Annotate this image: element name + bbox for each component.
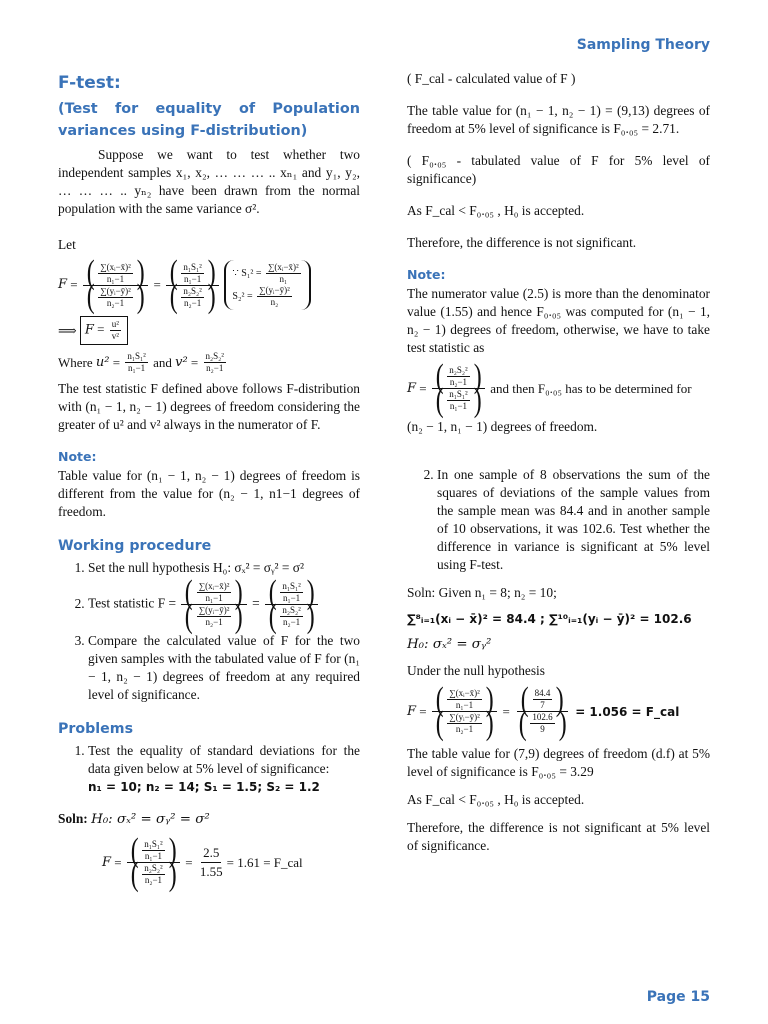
solution-2-calculation: F = ( $\frac{\text{∑(xᵢ−x̄)²}}{\text{n₁−1}}$ ) ( $\frac{\text{∑(yᵢ−ȳ)²}}{\text{n₂−1}}$ ) = ( $\frac{84.4}{7}$ ) ( $\frac{102.6}{9}$ ) = 1.056 = F_cal: [407, 688, 710, 735]
note-right-paragraph: The numerator value (2.5) is more than the denominator value (1.55) and hence F₀.₀₅ was computed for (n₁ − 1, n₂ − 1) degrees of freedom, otherwise, we have to take test statistic as: [407, 286, 710, 355]
solution-2-hypothesis: H₀: σₓ² = σᵧ²: [407, 637, 492, 652]
calc-denominator: 1.55: [199, 864, 223, 879]
calc-numerator: 2.5: [201, 844, 221, 863]
section-title: F-test:: [58, 73, 121, 93]
under-null-text: Under the null hypothesis: [407, 663, 545, 678]
let-label: Let: [58, 237, 76, 252]
running-header: Sampling Theory: [576, 37, 710, 53]
solution-1-calculation: F = ( $\frac{\text{n₁S₁²}}{\text{n₁−1}}$ ) ( $\frac{\text{n₂S₂²}}{\text{n₂−1}}$ ) = $\frac{2.5}{1.55}$ = 1.61 = F_cal: [102, 839, 360, 886]
procedure-step-3: 3. Compare the calculated value of F for the two given samples with the tabulated value of F for (n₁ − 1, n₂ − 1) degrees of freedom at any required level of significance.: [88, 632, 360, 704]
right-column: [407, 70, 710, 863]
page-number: Page 15: [646, 989, 710, 1005]
and-label: and: [153, 354, 172, 370]
table-value-2: The table value for (7,9) degrees of freedom (d.f) at 5% level of significance is F₀.₀₅ = 3.29: [407, 746, 710, 779]
note-heading-right: Note:: [407, 267, 446, 282]
conclusion-2: Therefore, the difference is not significant at 5% level of significance.: [407, 820, 710, 853]
problems-list-2: [407, 466, 710, 574]
problem-1-values: n₁ = 10; n₂ = 14; S₁ = 1.5; S₂ = 1.2: [88, 780, 320, 794]
problem-2: 2. In one sample of 8 observations the sum of the squares of deviations of the sample values from the sample mean was 84.4 and in another sample of 10 observations, it was 102.6. Test whether the difference in variance is significant at 5% level using F-test.: [437, 466, 710, 574]
conclusion-1: Therefore, the difference is not significant.: [407, 235, 637, 250]
problem-1: [88, 742, 360, 796]
soln-hypothesis: H₀: σₓ² = σᵧ² = σ²: [91, 812, 210, 827]
step-2-label: Test statistic F =: [88, 595, 177, 611]
calc-result: = 1.61 = F_cal: [226, 854, 303, 870]
fcal-definition: ( F_cal - calculated value of F ): [407, 71, 576, 86]
solution-2-sums: ∑⁸ᵢ₌₁(xᵢ − x̄)² = 84.4 ; ∑¹⁰ᵢ₌₁(yᵢ − ȳ)² = 102.6: [407, 612, 692, 626]
left-column: [58, 70, 360, 892]
implies-symbol: ⟹: [58, 322, 77, 338]
accepted-statement-1: As F_cal < F₀.₀₅ , H₀ is accepted.: [407, 203, 585, 218]
solution-2-given: Soln: Given n₁ = 8; n₂ = 10;: [407, 585, 557, 600]
procedure-steps: [58, 559, 360, 704]
problems-list: [58, 742, 360, 796]
table-value-paragraph: The table value for (n₁ − 1, n₂ − 1) = (9,13) degrees of freedom at 5% level of significance is F₀.₀₅ = 2.71.: [407, 103, 710, 136]
note-heading: Note:: [58, 449, 97, 464]
test-statistic-paragraph: The test statistic F defined above follows F-distribution with (n₁ − 1, n₂ − 1) degrees of freedom considering the greater of u² and v² always in the numerator of F.: [58, 381, 360, 432]
f-ratio-boxed: ⟹ F = $\frac{\text{u²}}{\text{v²}}$: [58, 316, 360, 345]
intro-paragraph: Suppose we want to test whether two independent samples x₁, x₂, … … … .. xₙ₁ and y₁, y₂, … … … .. yₙ₂ have been drawn from the normal population with the same variance σ².: [58, 147, 360, 216]
where-label: Where: [58, 354, 93, 370]
f-den-2: 9: [540, 724, 545, 734]
procedure-step-2: 2. Test statistic F = ( $\frac{\text{∑(xᵢ−x̄)²}}{\text{n₁−1}}$ ) ( $\frac{\text{∑(yᵢ−ȳ)²}}{\text{n₂−1}}$ ) = ( $\frac{\text{n₁S₁²}}{\text{n₁−1}}$ ) ( $\frac{\text{n₂S₂²}}{\text{n₂−1}}$ ): [88, 581, 360, 628]
section-subtitle: (Test for equality of Population variances using F-distribution): [58, 101, 360, 139]
f-num-1: ( 84.4: [534, 688, 551, 698]
problem-1-text: Test the equality of standard deviations for the data given below at 5% level of significance:: [88, 743, 360, 776]
soln-label: Soln:: [58, 811, 88, 826]
procedure-step-1: 1. Set the null hypothesis H₀: σₓ² = σᵧ² = σ²: [88, 559, 360, 577]
note-then-text: and then F₀.₀₅ has to be determined for: [490, 380, 692, 396]
f-num-2: ( 102.6: [532, 712, 553, 722]
where-definitions: Where u² = $\frac{\text{n₁S₁²}}{\text{n₁−1}}$ and v² = $\frac{\text{n₂S₂²}}{\text{n₂−1}}$: [58, 351, 224, 373]
note-df-text: (n₂ − 1, n₁ − 1) degrees of freedom.: [407, 419, 598, 434]
f-definition-formula: F = ( $\frac{\text{∑(xᵢ−x̄)²}}{\text{n₁−1}}$ ) ( $\frac{\text{∑(yᵢ−ȳ)²}}{\text{n₂−1}}$ ) = ( $\frac{\text{n₁S₁²}}{\text{n₁−1}}$ ) ( $\frac{\text{n₂S₂²}}{\text{n₂−1}}$ ) ∵ S₁² = $\frac{\text{∑(xᵢ−x̄)²}}{\text{n₁}}$ S₂² = $\frac{\text{∑(yᵢ−ȳ)²}}{\text{n₂}}$: [58, 260, 360, 310]
alternate-f-formula: F = ( $\frac{\text{n₂S₂²}}{\text{n₂−1}}$ ) ( $\frac{\text{n₁S₁²}}{\text{n₁−1}}$ ) and then F₀.₀₅ has to be determined for: [407, 365, 710, 412]
problems-heading: Problems: [58, 721, 134, 737]
note-paragraph: Table value for (n₁ − 1, n₂ − 1) degrees of freedom is different from the value for (n₂ − 1, n1−1 degrees of freedom.: [58, 468, 360, 519]
f-result: = 1.056 = F_cal: [575, 704, 680, 719]
accepted-statement-2: As F_cal < F₀.₀₅ , H₀ is accepted.: [407, 792, 585, 807]
solution-1-hypothesis: [58, 810, 360, 829]
f-den-1: 7: [540, 700, 545, 710]
ftab-definition: ( F₀.₀₅ - tabulated value of F for 5% level of significance): [407, 153, 710, 186]
working-procedure-heading: Working procedure: [58, 538, 212, 554]
